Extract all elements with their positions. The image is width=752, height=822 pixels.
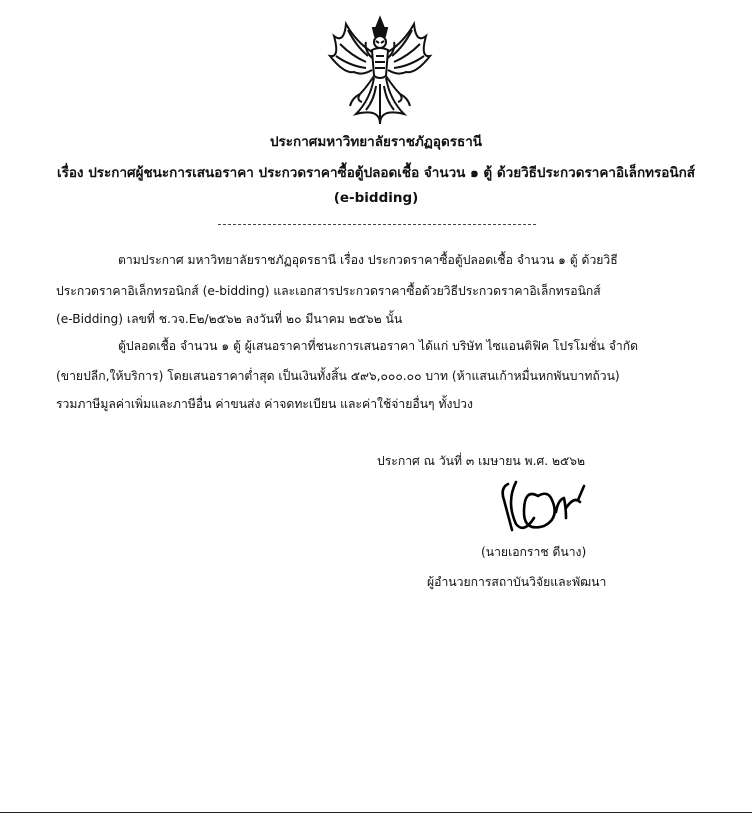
paragraph-2-line-2: (ขายปลีก,ให้บริการ) โดยเสนอราคาต่ำสุด เป็นเงินทั้งสิ้น ๕๙๖,๐๐๐.๐๐ บาท (ห้าแสนเก้าหมื่นหกพันบาทถ้วน) [56, 369, 620, 383]
paragraph-1-line-1: ตามประกาศ มหาวิทยาลัยราชภัฏอุดรธานี เรื่อง ประกวดราคาซื้อตู้ปลอดเชื้อ จำนวน ๑ ตู้ ด้วยวิธี [118, 253, 618, 267]
handwritten-signature [494, 478, 604, 538]
paragraph-2-line-3: รวมภาษีมูลค่าเพิ่มและภาษีอื่น ค่าขนส่ง ค่าจดทะเบียน และค่าใช้จ่ายอื่นๆ ทั้งปวง [56, 397, 473, 411]
paragraph-1-line-2: ประกวดราคาอิเล็กทรอนิกส์ (e-bidding) และเอกสารประกวดราคาซื้อด้วยวิธีประกวดราคาอิเล็กทรอนิกส์ [56, 284, 601, 298]
signer-name: (นายเอกราช ดีนาง) [481, 545, 587, 559]
announcement-method: (e-bidding) [333, 190, 419, 206]
paragraph-2-line-1: ตู้ปลอดเชื้อ จำนวน ๑ ตู้ ผู้เสนอราคาที่ชนะการเสนอราคา ได้แก่ บริษัท ไซแอนติฟิค โปรโมชั่น จำกัด [118, 339, 639, 353]
signer-position: ผู้อำนวยการสถาบันวิจัยและพัฒนา [427, 575, 607, 589]
garuda-emblem-icon [326, 14, 434, 126]
announcement-organization: ประกาศมหาวิทยาลัยราชภัฏอุดรธานี [269, 134, 483, 150]
page-bottom-border [0, 812, 752, 813]
announcement-subject: เรื่อง ประกาศผู้ชนะการเสนอราคา ประกวดราคาซื้อตู้ปลอดเชื้อ จำนวน ๑ ตู้ ด้วยวิธีประกวดราคาอิเล็กทรอนิกส์ [56, 165, 696, 181]
paragraph-1-line-3: (e-Bidding) เลขที่ ช.วจ.E๒/๒๕๖๒ ลงวันที่ ๒๐ มีนาคม ๒๕๖๒ นั้น [56, 312, 403, 326]
announcement-date: ประกาศ ณ วันที่ ๓ เมษายน พ.ศ. ๒๕๖๒ [377, 454, 585, 468]
dashed-divider [218, 224, 536, 225]
